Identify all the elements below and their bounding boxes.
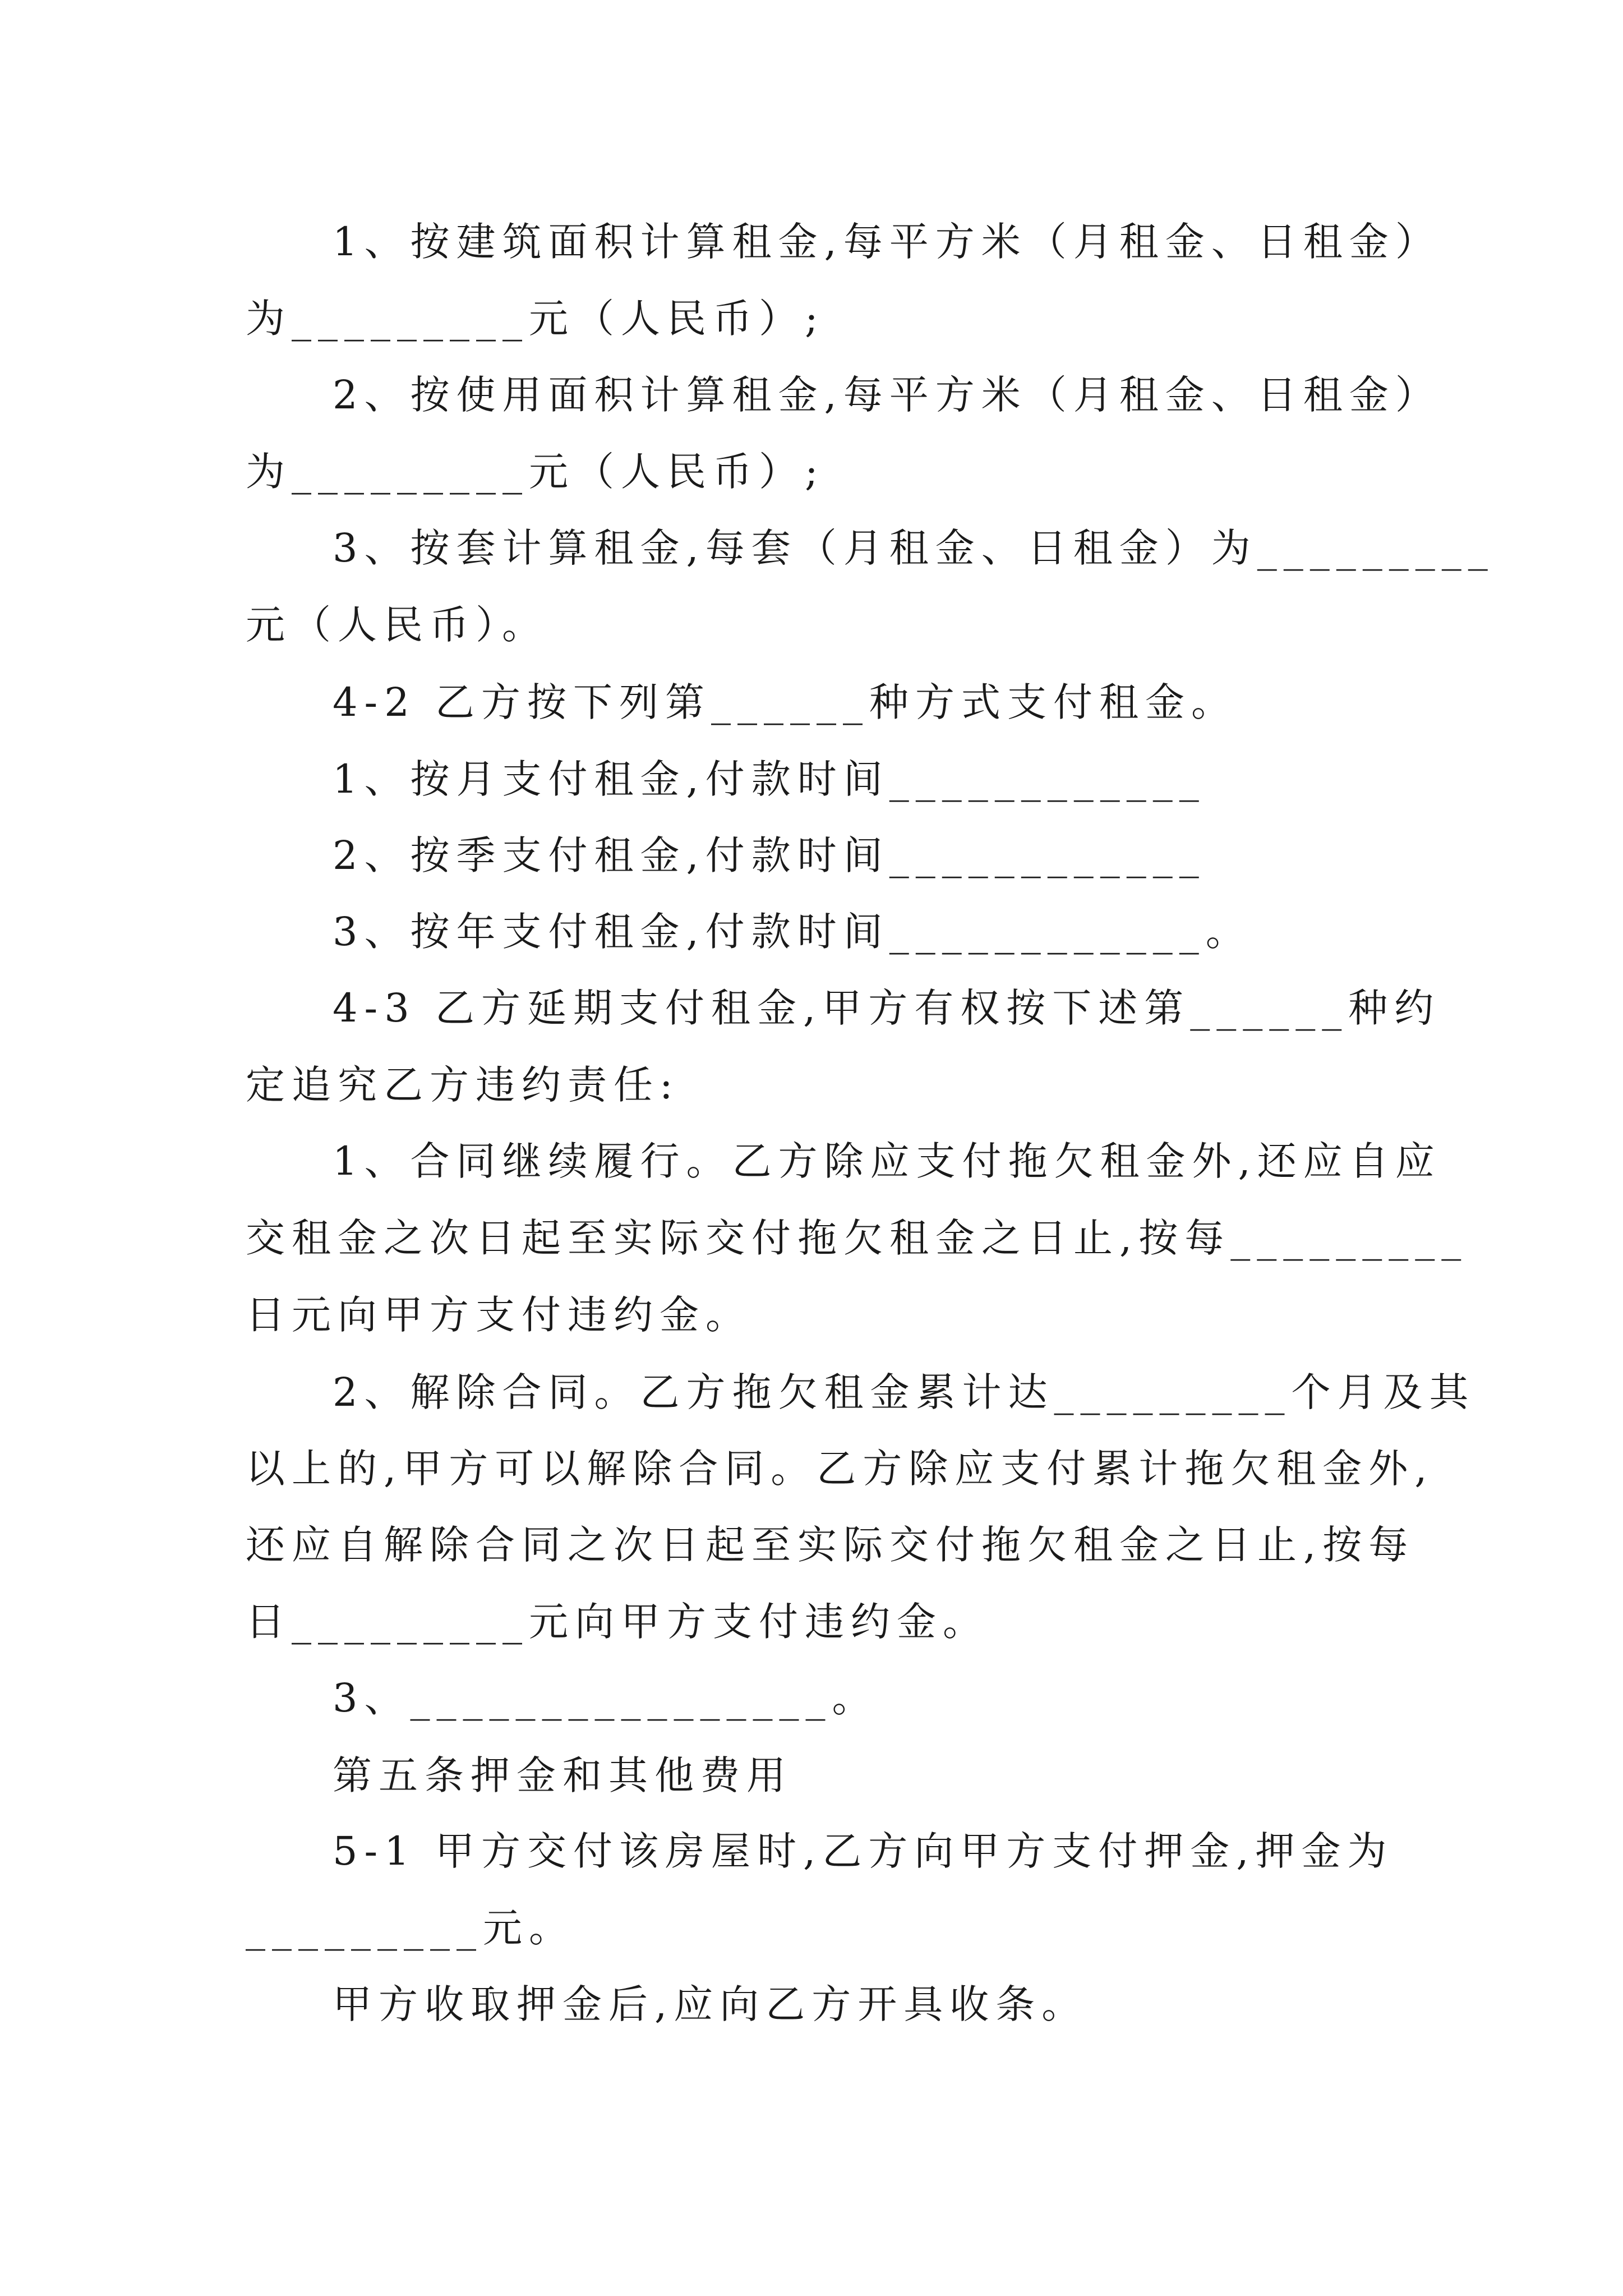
text-line: 2、按使用面积计算租金,每平方米（月租金、日租金） [333, 372, 1441, 418]
text-line: 元（人民币）。 [246, 602, 548, 648]
text-line: 3、按套计算租金,每套（月租金、日租金）为_________ [333, 525, 1495, 571]
text-line: 4-3 乙方延期支付租金,甲方有权按下述第______种约 [333, 985, 1441, 1031]
text-line: 1、按月支付租金,付款时间____________ [333, 756, 1206, 802]
text-line: 4-2 乙方按下列第______种方式支付租金。 [333, 679, 1237, 725]
text-line: 为_________元（人民币）; [246, 449, 825, 495]
text-line: 1、合同继续履行。乙方除应支付拖欠租金外,还应自应 [333, 1138, 1441, 1184]
text-line: 3、________________。 [333, 1675, 878, 1721]
text-line: 日元向甲方支付违约金。 [246, 1292, 751, 1338]
text-line: 日_________元向甲方支付违约金。 [246, 1599, 989, 1645]
text-line: 2、按季支付租金,付款时间____________ [333, 832, 1206, 878]
text-line: 5-1 甲方交付该房屋时,乙方向甲方支付押金,押金为 [333, 1828, 1394, 1874]
text-line: _________元。 [246, 1905, 575, 1951]
text-line: 1、按建筑面积计算租金,每平方米（月租金、日租金） [333, 219, 1441, 265]
text-line: 第五条押金和其他费用 [333, 1752, 792, 1798]
text-line: 定追究乙方违约责任: [246, 1062, 680, 1108]
text-line: 甲方收取押金后,应向乙方开具收条。 [333, 1981, 1088, 2027]
text-line: 3、按年支付租金,付款时间____________。 [333, 909, 1252, 955]
text-line: 以上的,甲方可以解除合同。乙方除应支付累计拖欠租金外, [246, 1446, 1434, 1492]
text-line: 交租金之次日起至实际交付拖欠租金之日止,按每_________ [246, 1215, 1468, 1261]
text-line: 2、解除合同。乙方拖欠租金累计达_________个月及其 [333, 1369, 1476, 1415]
text-line: 为_________元（人民币）; [246, 296, 825, 342]
text-line: 还应自解除合同之次日起至实际交付拖欠租金之日止,按每 [246, 1522, 1415, 1568]
